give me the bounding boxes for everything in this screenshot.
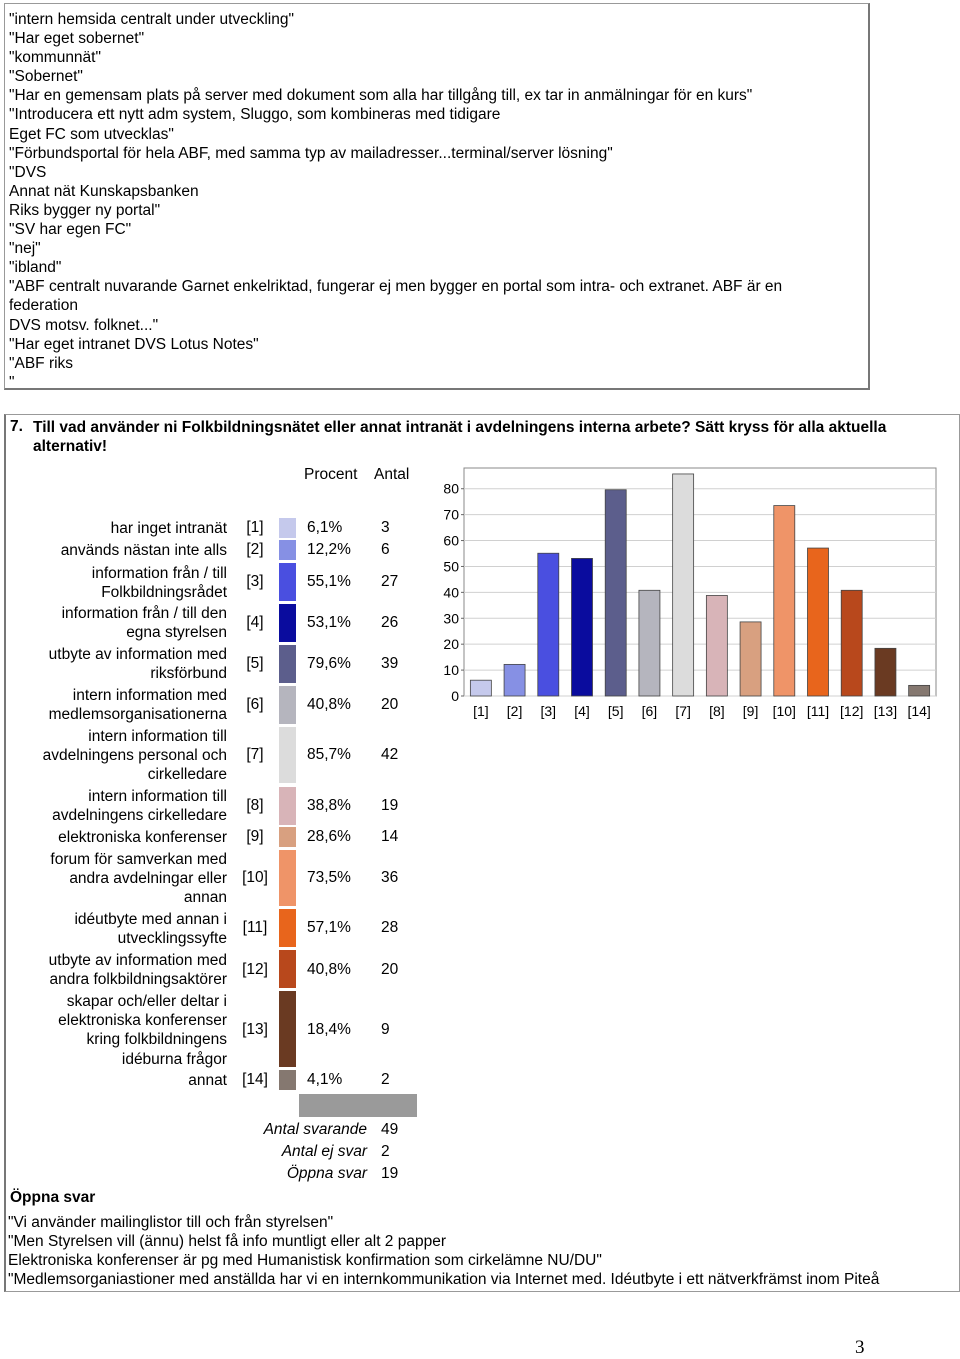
answer-line: "Har eget intranet DVS Lotus Notes" (9, 335, 259, 353)
summary-value: 19 (381, 1165, 399, 1182)
row-percent: 18,4% (307, 1021, 351, 1038)
row-label: utbyte av information med andra folkbildningsaktörer (48, 952, 227, 989)
y-tick-label: 0 (451, 688, 459, 704)
row-count: 39 (381, 655, 399, 672)
bar-6 (639, 590, 660, 696)
row-count: 36 (381, 869, 399, 886)
question-text: Till vad använder ni Folkbildningsnätet eller annat intranät i avdelningens interna arbete? Sätt kryss för alla aktuella alternativ! (33, 419, 887, 455)
color-swatch-10 (279, 850, 296, 906)
row-percent: 28,6% (307, 828, 351, 845)
bar-5 (605, 490, 626, 696)
summary-value: 2 (381, 1143, 390, 1160)
answer-line: "Har en gemensam plats på server med dokument som alla har tillgång till, ex tar in anmälningar för en kurs" (9, 87, 753, 105)
answer-line: "ABF centralt nuvarande Garnet enkelriktad, fungerar ej men bygger en portal som intra- och extranet. ABF är en (9, 278, 783, 296)
row-count: 42 (381, 746, 399, 763)
x-tick-label: [2] (506, 703, 523, 719)
row-index: [11] (242, 919, 268, 936)
bar-11 (808, 548, 829, 696)
answer-line: "Har eget sobernet" (9, 30, 145, 48)
row-label: utbyte av information med riksförbund (48, 646, 227, 683)
answer-line: Riks bygger ny portal" (9, 201, 161, 219)
previous-answers-box (4, 3, 870, 390)
x-tick-label: [3] (540, 703, 557, 719)
summary-label: Öppna svar (286, 1165, 367, 1182)
y-tick-label: 20 (443, 636, 459, 653)
count-header: Antal (374, 466, 410, 483)
row-label: forum för samverkan med andra avdelningar eller annan (50, 851, 227, 907)
answer-line: "SV har egen FC" (9, 221, 132, 239)
x-tick-label: [11] (806, 703, 830, 719)
row-count: 20 (381, 696, 399, 713)
row-percent: 40,8% (307, 696, 351, 713)
x-tick-label: [13] (873, 703, 898, 719)
answer-line: "Sobernet" (9, 68, 83, 86)
color-swatch-12 (279, 950, 296, 988)
color-swatch-9 (279, 827, 296, 847)
x-tick-label: [12] (840, 703, 864, 719)
page-number: 3 (855, 1337, 865, 1358)
bar-12 (841, 590, 862, 696)
color-swatch-13 (279, 991, 296, 1067)
color-swatch-8 (279, 787, 296, 825)
row-index: [6] (246, 696, 264, 713)
answer-line: "intern hemsida centralt under utveckling" (9, 11, 294, 28)
bar-10 (774, 506, 795, 696)
row-percent: 4,1% (307, 1071, 343, 1088)
bar-3 (538, 553, 559, 696)
bar-4 (572, 558, 593, 696)
row-label: elektroniska konferenser (58, 829, 227, 846)
open-answer-line: Elektroniska konferenser är pg med Humanistisk konfirmation som cirkelämne NU/DU" (8, 1252, 602, 1269)
row-percent: 40,8% (307, 961, 351, 978)
y-tick-label: 70 (443, 506, 459, 523)
percent-header: Procent (304, 466, 358, 483)
bar-1 (470, 680, 491, 696)
bar-13 (875, 648, 896, 696)
row-percent: 53,1% (307, 614, 351, 631)
x-tick-label: [5] (607, 703, 624, 719)
row-percent: 57,1% (307, 919, 351, 936)
row-percent: 38,8% (307, 797, 351, 814)
row-label: används nästan inte alls (60, 542, 227, 559)
x-tick-label: [9] (742, 703, 759, 719)
bar-8 (706, 595, 727, 696)
summary-label: Antal svarande (263, 1121, 367, 1138)
row-index: [12] (242, 961, 268, 978)
row-label: intern information till avdelningens cirkelledare (52, 788, 227, 825)
color-swatch-11 (279, 909, 296, 947)
table-footer-bar (299, 1094, 417, 1117)
summary-label: Antal ej svar (281, 1143, 367, 1160)
row-label: intern information till avdelningens personal och cirkelledare (42, 728, 227, 784)
row-index: [4] (246, 614, 264, 631)
y-tick-label: 40 (443, 584, 459, 601)
x-tick-label: [6] (641, 703, 658, 719)
x-tick-label: [8] (709, 703, 725, 719)
row-index: [14] (242, 1071, 268, 1088)
answer-line: Annat nät Kunskapsbanken (9, 182, 199, 200)
x-tick-label: [10] (772, 703, 796, 719)
answer-line: Eget FC som utvecklas" (9, 125, 174, 143)
answer-line: DVS motsv. folknet..." (9, 316, 159, 334)
row-index: [9] (246, 828, 264, 845)
color-swatch-5 (279, 645, 296, 683)
color-swatch-6 (279, 686, 296, 724)
bar-2 (504, 664, 525, 696)
answer-line: federation (9, 297, 78, 315)
row-count: 19 (381, 797, 399, 814)
row-label: idéutbyte med annan i utvecklingssyfte (74, 911, 227, 948)
answer-line: "Introducera ett nytt adm system, Sluggo, som kombineras med tidigare (9, 106, 501, 124)
row-count: 28 (381, 919, 399, 936)
row-percent: 79,6% (307, 655, 351, 672)
y-tick-label: 80 (443, 480, 459, 497)
question-number: 7. (10, 418, 23, 435)
row-label: annat (188, 1072, 227, 1089)
row-count: 20 (381, 961, 399, 978)
answer-line: "DVS (9, 163, 47, 181)
row-count: 27 (381, 573, 399, 590)
y-tick-label: 60 (443, 532, 459, 549)
row-label: skapar och/eller deltar i elektroniska konferenser kring folkbildningens idéburna frågor (58, 993, 227, 1068)
row-index: [8] (246, 797, 264, 814)
row-index: [7] (246, 746, 264, 763)
color-swatch-3 (279, 563, 296, 601)
y-tick-label: 50 (443, 558, 459, 575)
answer-line: " (9, 373, 15, 391)
summary-value: 49 (381, 1121, 399, 1138)
color-swatch-14 (279, 1070, 296, 1090)
previous-answers-list (9, 10, 782, 392)
open-answer-line: "Medlemsorganiastioner med anställda har vi en internkommunikation via Internet med. Idéutbyte i ett nätverkfrämst inom Piteå (8, 1271, 880, 1288)
answer-line: "Förbundsportal för hela ABF, med samma typ av mailadresser...terminal/server lösning" (9, 144, 613, 162)
x-tick-label: [1] (473, 703, 489, 719)
row-count: 9 (381, 1021, 390, 1038)
color-swatch-7 (279, 727, 296, 783)
row-percent: 73,5% (307, 869, 351, 886)
row-count: 6 (381, 541, 390, 558)
open-answers-list (8, 1213, 879, 1289)
row-count: 26 (381, 614, 399, 631)
row-percent: 6,1% (307, 519, 343, 536)
row-percent: 55,1% (307, 573, 351, 590)
color-swatch-4 (279, 604, 296, 642)
bar-9 (740, 622, 761, 696)
row-count: 2 (381, 1071, 390, 1088)
row-index: [10] (242, 869, 268, 886)
answer-line: "ibland" (9, 259, 62, 277)
row-index: [1] (246, 519, 264, 536)
open-answer-line: "Vi använder mailinglistor till och från styrelsen" (8, 1214, 334, 1231)
bar-chart (430, 466, 940, 736)
row-count: 3 (381, 519, 390, 536)
answer-line: "ABF riks (9, 354, 74, 372)
y-tick-label: 10 (443, 662, 459, 679)
bar-14 (909, 685, 930, 696)
row-count: 14 (381, 828, 399, 845)
y-tick-label: 30 (443, 610, 459, 627)
open-answers-title: Öppna svar (10, 1189, 96, 1206)
row-index: [13] (242, 1021, 268, 1038)
row-percent: 85,7% (307, 746, 351, 763)
color-swatch-2 (279, 540, 296, 560)
row-label: intern information med medlemsorganisationerna (48, 687, 227, 724)
row-percent: 12,2% (307, 541, 351, 558)
row-index: [5] (246, 655, 264, 672)
row-label: har inget intranät (110, 520, 227, 537)
answer-line: "nej" (9, 240, 41, 258)
color-swatch-1 (279, 518, 296, 538)
open-answer-line: "Men Styrelsen vill (ännu) helst få info muntligt eller alt 2 papper (8, 1233, 446, 1250)
row-index: [2] (246, 541, 264, 558)
x-tick-label: [7] (675, 703, 691, 719)
bar-7 (673, 474, 694, 696)
row-index: [3] (246, 573, 264, 590)
answer-line: "kommunnät" (9, 49, 101, 67)
x-tick-label: [14] (907, 703, 931, 719)
x-tick-label: [4] (574, 703, 590, 719)
row-label: information från / till Folkbildningsrådet (91, 565, 227, 602)
row-label: information från / till den egna styrelsen (61, 605, 227, 642)
plot-area (464, 468, 936, 696)
